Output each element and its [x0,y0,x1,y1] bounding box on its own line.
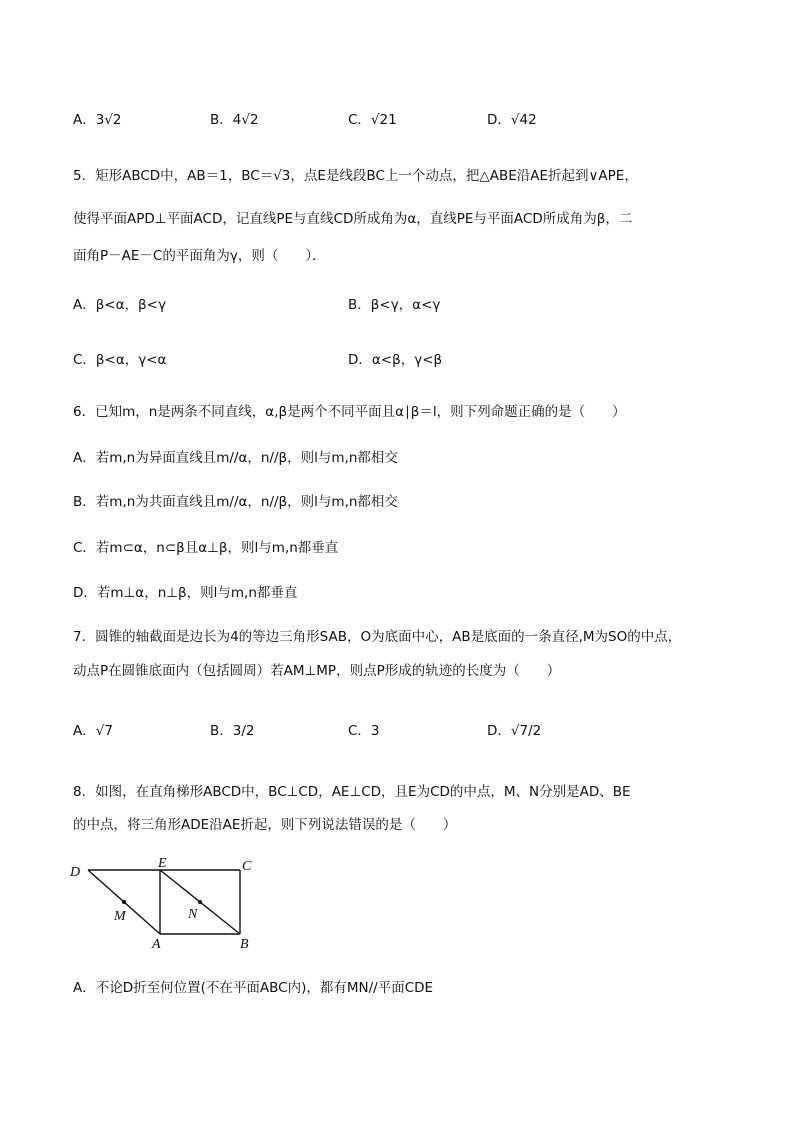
q6-option-b: B．若m,n为共面直线且m//α，n//β，则l与m,n都相交 [73,494,398,510]
q4-option-b: B．4√2 [210,112,259,128]
q7-option-d: D．√7/2 [487,723,542,739]
q6-option-d: D．若m⊥α，n⊥β，则l与m,n都垂直 [73,585,298,601]
q7-stem-line1: 7．圆锥的轴截面是边长为4的等边三角形SAB，O为底面中心，AB是底面的一条直径,M为SO的中点， [73,629,682,645]
q5-option-b: B．β<γ，α<γ [348,297,441,313]
q7-option-a: A．√7 [73,723,113,739]
label-n: N [188,907,198,922]
q6-option-c: C．若m⊂α，n⊂β且α⊥β，则l与m,n都垂直 [73,540,339,556]
q8-stem-line1: 8．如图，在直角梯形ABCD中，BC⊥CD，AE⊥CD，且E为CD的中点，M、N分别是AD、BE [73,784,631,800]
trapezoid-figure [68,852,268,952]
point-n [198,900,202,904]
q5-option-a: A．β<α，β<γ [73,297,166,313]
q7-option-b: B．3/2 [210,723,255,739]
label-d: D [70,865,81,880]
q7-stem-line2: 动点P在圆锥底面内（包括圆周）若AM⊥MP，则点P形成的轨迹的长度为（ ） [73,663,561,679]
q5-option-d: D．α<β，γ<β [348,352,443,368]
label-a: A [152,937,161,952]
q4-option-d: D．√42 [487,112,537,128]
q5-stem-line2: 使得平面APD⊥平面ACD，记直线PE与直线CD所成角为α，直线PE与平面ACD所成角为β，二 [73,211,633,227]
q5-stem-line1: 5．矩形ABCD中，AB＝1，BC＝√3，点E是线段BC上一个动点，把△ABE沿AE折起到∨APE， [73,168,638,184]
q4-option-a: A．3√2 [73,112,122,128]
q8-option-a: A．不论D折至何位置(不在平面ABC内)，都有MN//平面CDE [73,980,434,996]
label-e: E [158,856,167,871]
q5-stem-line3: 面角P－AE－C的平面角为γ，则（ ）． [73,248,326,264]
q8-stem-line2: 的中点，将三角形ADE沿AE折起，则下列说法错误的是（ ） [73,817,457,833]
label-b: B [240,937,249,952]
label-m: M [114,909,126,924]
q6-option-a: A．若m,n为异面直线且m//α，n//β，则l与m,n都相交 [73,450,398,466]
point-m [122,900,126,904]
label-c: C [242,859,252,874]
q6-stem: 6．已知m，n是两条不同直线，α,β是两个不同平面且α∣β＝l，则下列命题正确的是（ ） [73,404,626,420]
q5-option-c: C．β<α，γ<α [73,352,167,368]
q4-option-c: C．√21 [348,112,397,128]
q7-option-c: C．3 [348,723,380,739]
